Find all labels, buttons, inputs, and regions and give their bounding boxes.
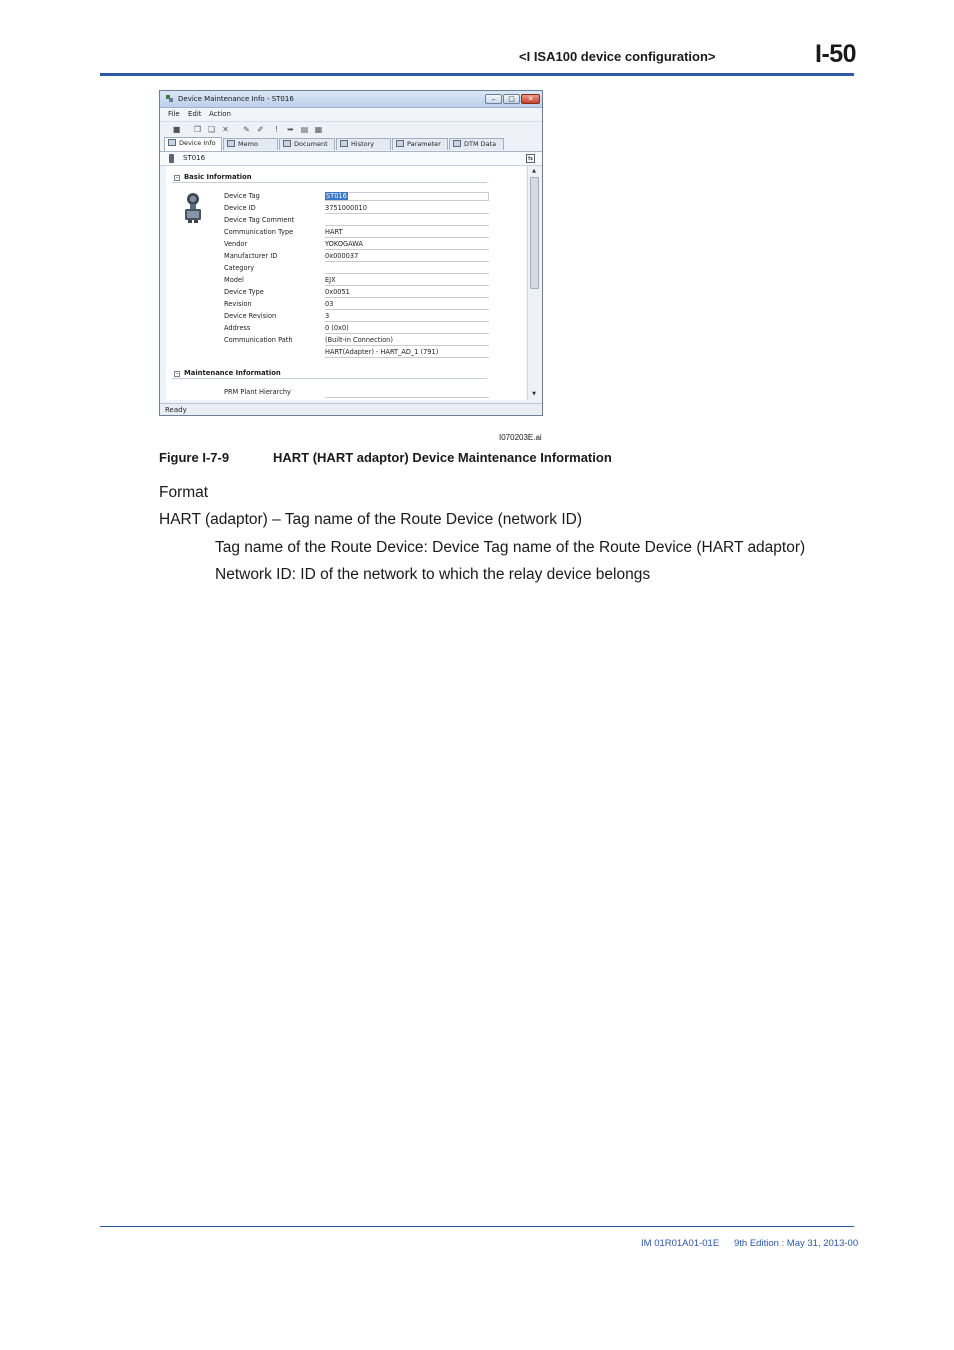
tab-dtm-data[interactable]: DTM Data [449,138,504,150]
document-icon[interactable]: ▤ [300,125,309,134]
device-info-icon [168,139,176,146]
label-manufacturer-id: Manufacturer ID [224,252,278,260]
maintenance-info-header[interactable]: – Maintenance Information [175,369,281,377]
value-communication-type: HART [325,228,489,238]
value-device-revision: 3 [325,312,489,322]
maximize-button[interactable]: □ [503,94,520,104]
status-bar [160,403,542,416]
value-category [325,264,489,274]
value-model: EJX [325,276,489,286]
refresh-icon[interactable]: ⇆ [527,155,534,162]
tab-parameter[interactable]: Parameter [392,138,448,150]
body-format: Format [159,484,209,501]
label-category: Category [224,264,255,272]
device-icon [169,154,174,163]
collapse-icon[interactable]: – [175,370,179,377]
minimize-button[interactable]: – [485,94,502,104]
scroll-thumb[interactable] [530,177,539,289]
toolbar [160,121,542,138]
menu-file[interactable]: File [168,110,180,118]
window-title: Device Maintenance Info - ST016 [178,95,294,103]
body-format-definition: HART (adaptor) – Tag name of the Route Device (network ID) [159,511,583,528]
tab-memo[interactable]: Memo [223,138,278,150]
value-address: 0 (0x0) [325,324,489,334]
label-model: Model [224,276,244,284]
figure-title: HART (HART adaptor) Device Maintenance Information [273,450,612,465]
section-divider [172,378,487,379]
stop-icon[interactable]: ■ [172,125,181,134]
dtm-data-icon [453,140,461,147]
copy-icon[interactable]: ❐ [193,125,202,134]
label-device-tag: Device Tag [224,192,260,200]
tab-history[interactable]: History [336,138,391,150]
grid-icon[interactable]: ▦ [314,125,323,134]
paste-icon[interactable]: ❏ [207,125,216,134]
device-info-panel [166,166,526,400]
label-communication-type: Communication Type [224,228,294,236]
delete-icon[interactable]: ✕ [222,125,229,134]
value-prm-plant-hierarchy [325,388,489,398]
transmitter-image [182,192,204,224]
figure-file-name: I070203E.ai [499,433,542,442]
label-device-type: Device Type [224,288,264,296]
value-vendor: YOKOGAWA [325,240,489,250]
page-number: I-50 [815,40,857,68]
menu-edit[interactable]: Edit [188,110,202,118]
device-tag-bar [160,152,542,166]
menu-bar [160,108,542,120]
figure-number: Figure I-7-9 [159,450,230,465]
label-device-tag-comment: Device Tag Comment [224,216,295,224]
device-maintenance-window [159,90,543,416]
value-device-type: 0x0051 [325,288,489,298]
label-address: Address [224,324,251,332]
value-communication-path: (Built-in Connection) [325,336,489,346]
body-network-id: Network ID: ID of the network to which the relay device belongs [215,566,651,583]
history-icon [340,140,348,147]
value-route: HART(Adapter) - HART_AD_1 (791) [325,348,489,358]
forward-icon[interactable]: ➥ [287,125,294,134]
label-prm-plant-hierarchy: PRM Plant Hierarchy [224,388,291,396]
edition-info: 9th Edition : May 31, 2013-00 [734,1238,859,1249]
menu-action[interactable]: Action [209,110,231,118]
basic-info-header[interactable]: – Basic Information [175,173,252,181]
label-device-revision: Device Revision [224,312,277,320]
alert-icon[interactable]: ! [274,125,279,134]
value-revision: 03 [325,300,489,310]
edit-icon[interactable]: ✎ [243,125,250,134]
close-button[interactable]: ✕ [521,94,540,104]
memo-icon [227,140,235,147]
section-title: <I ISA100 device configuration> [519,49,716,64]
label-device-id: Device ID [224,204,256,212]
tab-bar [160,137,542,152]
vertical-scrollbar[interactable] [527,166,540,400]
device-tag-label: ST016 [183,154,206,162]
section-divider [172,182,487,183]
value-manufacturer-id: 0x000037 [325,252,489,262]
tab-device-info[interactable]: Device Info [164,137,222,151]
tab-document[interactable]: Document [279,138,335,150]
label-vendor: Vendor [224,240,248,248]
title-bar [160,91,542,108]
collapse-icon[interactable]: – [175,174,179,181]
pen-icon[interactable]: ✐ [257,125,264,134]
label-revision: Revision [224,300,252,308]
scroll-up-icon[interactable]: ▲ [532,168,536,174]
value-device-tag[interactable]: ST016 [326,192,347,200]
scroll-down-icon[interactable]: ▼ [532,391,536,397]
document-tab-icon [283,140,291,147]
footer-rule [100,1226,854,1227]
label-communication-path: Communication Path [224,336,293,344]
value-device-id: 3751000010 [325,204,489,214]
value-device-tag-comment[interactable] [325,216,489,226]
body-route-device: Tag name of the Route Device: Device Tag name of the Route Device (HART adaptor) [215,539,806,556]
parameter-icon [396,140,404,147]
status-text: Ready [165,406,187,414]
app-icon [165,94,174,103]
document-number: IM 01R01A01-01E [641,1238,720,1249]
header-rule [100,73,854,76]
